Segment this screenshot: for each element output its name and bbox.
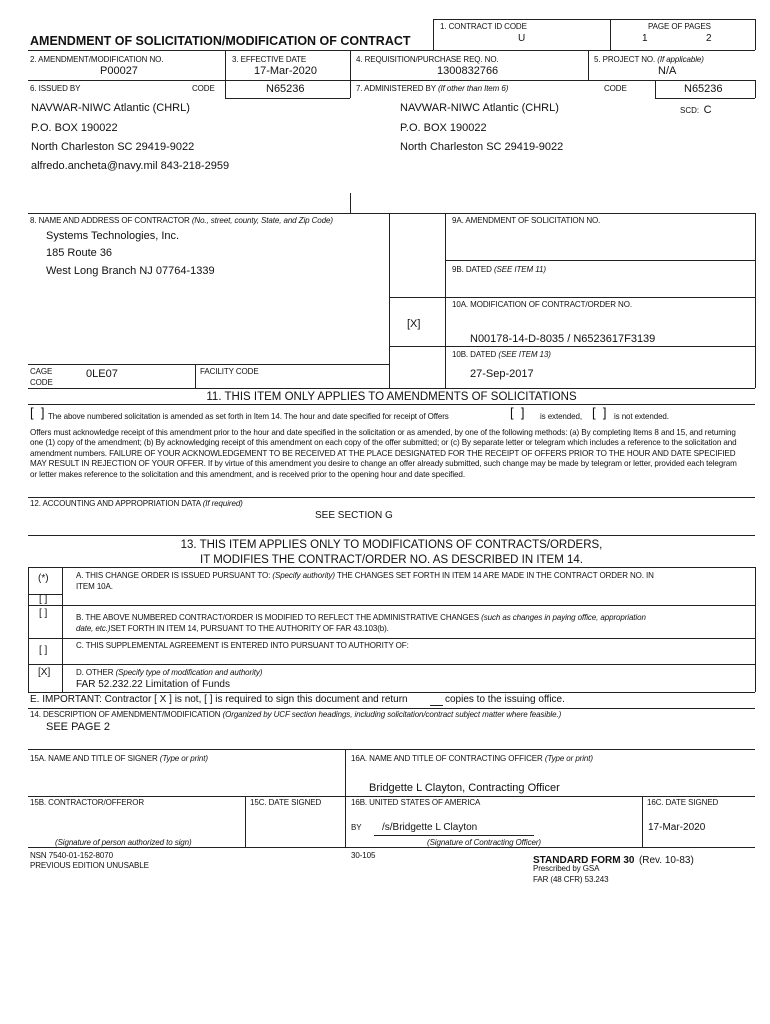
dated-9b-label: 9B. DATED (SEE ITEM 11) (452, 265, 546, 274)
item-16c-label: 16C. DATE SIGNED (647, 798, 719, 807)
item-13-heading-1: 13. THIS ITEM APPLIES ONLY TO MODIFICATIONS OF CONTRACTS/ORDERS, (180, 539, 603, 551)
cage-label-1: CAGE (30, 367, 53, 376)
form-title: AMENDMENT OF SOLICITATION/MODIFICATION OF CONTRACT (30, 34, 411, 48)
item-13a-text: A. THIS CHANGE ORDER IS ISSUED PURSUANT TO: (Specify authority) THE CHANGES SET FORTH IN ITEM 14 ARE MADE IN THE CONTRACT ORDER NO. IN (76, 571, 654, 580)
effective-date-label: 3. EFFECTIVE DATE (232, 55, 307, 64)
item-13b-text-2: date, etc.)SET FORTH IN ITEM 14, PURSUANT TO THE AUTHORITY OF FAR 43.103(b). (76, 624, 389, 633)
administered-by-line-3: North Charleston SC 29419-9022 (400, 141, 564, 153)
item-13b-mark[interactable]: [ ] (39, 608, 48, 619)
footer-prescribed: Prescribed by GSA (533, 864, 600, 873)
dated-10b-label: 10B. DATED (SEE ITEM 13) (452, 350, 551, 359)
administered-by-line-2: P.O. BOX 190022 (400, 122, 487, 134)
item-16a-label: 16A. NAME AND TITLE OF CONTRACTING OFFICER (Type or print) (351, 754, 593, 763)
amendment-no-value: P00027 (100, 65, 138, 77)
contractor-line-3: West Long Branch NJ 07764-1339 (46, 265, 215, 277)
issued-by-label: 6. ISSUED BY (30, 84, 81, 93)
item-13a-mark[interactable]: (*) (38, 573, 49, 584)
item-11-checkbox-3[interactable]: [ ] (592, 405, 607, 420)
item-13b-text: B. THE ABOVE NUMBERED CONTRACT/ORDER IS MODIFIED TO REFLECT THE ADMINISTRATIVE CHANGES (such as changes in paying office, appropriation (76, 613, 646, 622)
item-11-line-a: The above numbered solicitation is amended as set forth in Item 14. The hour and date specified for receipt of Offers (48, 412, 449, 421)
facility-code-label: FACILITY CODE (200, 367, 259, 376)
effective-date-value: 17-Mar-2020 (254, 65, 317, 77)
cage-code-value: 0LE07 (86, 368, 118, 380)
is-required-checkbox[interactable]: [ ] (204, 694, 213, 705)
item-11-line-b: is extended, (540, 412, 582, 421)
item-14-value: SEE PAGE 2 (46, 721, 110, 733)
contract-id-value: U (518, 33, 526, 44)
admin-code-value: N65236 (684, 83, 723, 95)
footer-far: FAR (48 CFR) 53.243 (533, 875, 609, 884)
item-e-important: E. IMPORTANT: Contractor [ X ] is not, [ ] is required to sign this document and return (30, 694, 408, 705)
item-13d-text: D. OTHER (Specify type of modification and authority) (76, 668, 263, 677)
item-11-checkbox-1[interactable]: [ ] (30, 405, 45, 420)
administered-by-line-1: NAVWAR-NIWC Atlantic (CHRL) (400, 102, 559, 114)
issued-by-line-3: North Charleston SC 29419-9022 (31, 141, 195, 153)
scd: SCD: C (680, 104, 712, 116)
item-12-value: SEE SECTION G (315, 510, 393, 521)
item-13d-value: FAR 52.232.22 Limitation of Funds (76, 679, 230, 690)
contract-id-label: 1. CONTRACT ID CODE (440, 22, 527, 31)
contractor-line-2: 185 Route 36 (46, 247, 113, 259)
item-16b-label: 16B. UNITED STATES OF AMERICA (351, 798, 481, 807)
item-11-checkbox-2[interactable]: [ ] (510, 405, 525, 420)
requisition-no-label: 4. REQUISITION/PURCHASE REQ. NO. (356, 55, 499, 64)
page-total: 2 (706, 33, 712, 44)
item-15c-label: 15C. DATE SIGNED (250, 798, 322, 807)
contracting-officer-signature: /s/Bridgette L Clayton (382, 822, 478, 833)
item-16-signature-note: (Signature of Contracting Officer) (427, 838, 541, 847)
item-11-instructions: Offers must acknowledge receipt of this amendment prior to the hour and date specified in the solicitation or as amended, by one of the following methods: (a) By completing Items 8 and 15, and returning one (1) copy of the amendment; (b) By acknowledging receipt of this amendment on each copy of the offer submitted; or (c) By separate letter or telegram which includes a reference to the solicitation and amendment numbers. FAILURE OF YOUR ACKNOWLEDGEMENT TO BE RECEIVED AT THE PLACE DESIGNATED FOR THE RECEIPT OF OFFERS PRIOR TO THE HOUR AND DATE SPECIFIED MAY RESULT IN REJECTION OF YOUR OFFER. If by virtue of this amendment you desire to change an offer already submitted, such change may be made by telegram or letter, provided each telegram or letter makes reference to the solicitation and this amendment, and is received prior to the opening hour and date specified. (30, 428, 737, 479)
footer-nsn: NSN 7540-01-152-8070 (30, 851, 113, 860)
item-15b-label: 15B. CONTRACTOR/OFFEROR (30, 798, 145, 807)
item-14-label: 14. DESCRIPTION OF AMENDMENT/MODIFICATION (Organized by UCF section headings, including solicitation/contract subject matter where feasible.) (30, 710, 562, 719)
issued-by-contact: alfredo.ancheta@navy.mil 843-218-2959 (31, 160, 230, 172)
footer-standard-form: STANDARD FORM 30 (Rev. 10-83) (533, 855, 694, 866)
item-13-heading-2: IT MODIFIES THE CONTRACT/ORDER NO. AS DESCRIBED IN ITEM 14. (200, 554, 583, 566)
page-number: 1 (642, 33, 648, 44)
amendment-no-label: 2. AMENDMENT/MODIFICATION NO. (30, 55, 164, 64)
cage-label-2: CODE (30, 378, 53, 387)
is-not-checkbox[interactable]: [ X ] (154, 694, 172, 705)
dated-10b-value: 27-Sep-2017 (470, 368, 534, 380)
modification-contract-label: 10A. MODIFICATION OF CONTRACT/ORDER NO. (452, 300, 632, 309)
requisition-no-value: 1300832766 (437, 65, 499, 77)
item-e-copies: copies to the issuing office. (445, 694, 565, 705)
footer-previous-edition: PREVIOUS EDITION UNUSABLE (30, 861, 149, 870)
modification-checkbox[interactable]: [X] (407, 318, 421, 330)
project-no-value: N/A (658, 65, 677, 77)
item-12-label: 12. ACCOUNTING AND APPROPRIATION DATA (If required) (30, 499, 243, 508)
issued-by-line-1: NAVWAR-NIWC Atlantic (CHRL) (31, 102, 190, 114)
item-15a-label: 15A. NAME AND TITLE OF SIGNER (Type or print) (30, 754, 208, 763)
administered-by-label: 7. ADMINISTERED BY (If other than Item 6) (356, 84, 509, 93)
item-13c-text: C. THIS SUPPLEMENTAL AGREEMENT IS ENTERED INTO PURSUANT TO AUTHORITY OF: (76, 641, 409, 650)
footer-form-code: 30-105 (351, 851, 376, 860)
project-no-label: 5. PROJECT NO. (If applicable) (594, 55, 704, 64)
issued-by-line-2: P.O. BOX 190022 (31, 122, 118, 134)
issued-code-value: N65236 (266, 83, 305, 95)
admin-code-label: CODE (604, 84, 627, 93)
page-of-pages-label: PAGE OF PAGES (648, 22, 711, 31)
contractor-line-1: Systems Technologies, Inc. (46, 230, 180, 242)
item-16c-value: 17-Mar-2020 (648, 822, 706, 833)
item-13c-mark[interactable]: [ ] (39, 645, 48, 656)
item-13-blank-mark[interactable]: [ ] (39, 594, 48, 605)
item-13a-text-2: ITEM 10A. (76, 582, 113, 591)
item-11-line-c: is not extended. (614, 412, 669, 421)
by-label: BY (351, 823, 362, 832)
item-16a-value: Bridgette L Clayton, Contracting Officer (369, 782, 560, 794)
modification-contract-value: N00178-14-D-8035 / N6523617F3139 (470, 333, 656, 345)
item-11-heading: 11. THIS ITEM ONLY APPLIES TO AMENDMENTS OF SOLICITATIONS (206, 391, 577, 403)
issued-code-label: CODE (192, 84, 215, 93)
amendment-solicitation-label: 9A. AMENDMENT OF SOLICITATION NO. (452, 216, 601, 225)
item-15-signature-note: (Signature of person authorized to sign) (55, 838, 192, 847)
item-13d-mark[interactable]: [X] (38, 667, 51, 678)
contractor-label: 8. NAME AND ADDRESS OF CONTRACTOR (No., street, county, State, and Zip Code) (30, 216, 333, 225)
